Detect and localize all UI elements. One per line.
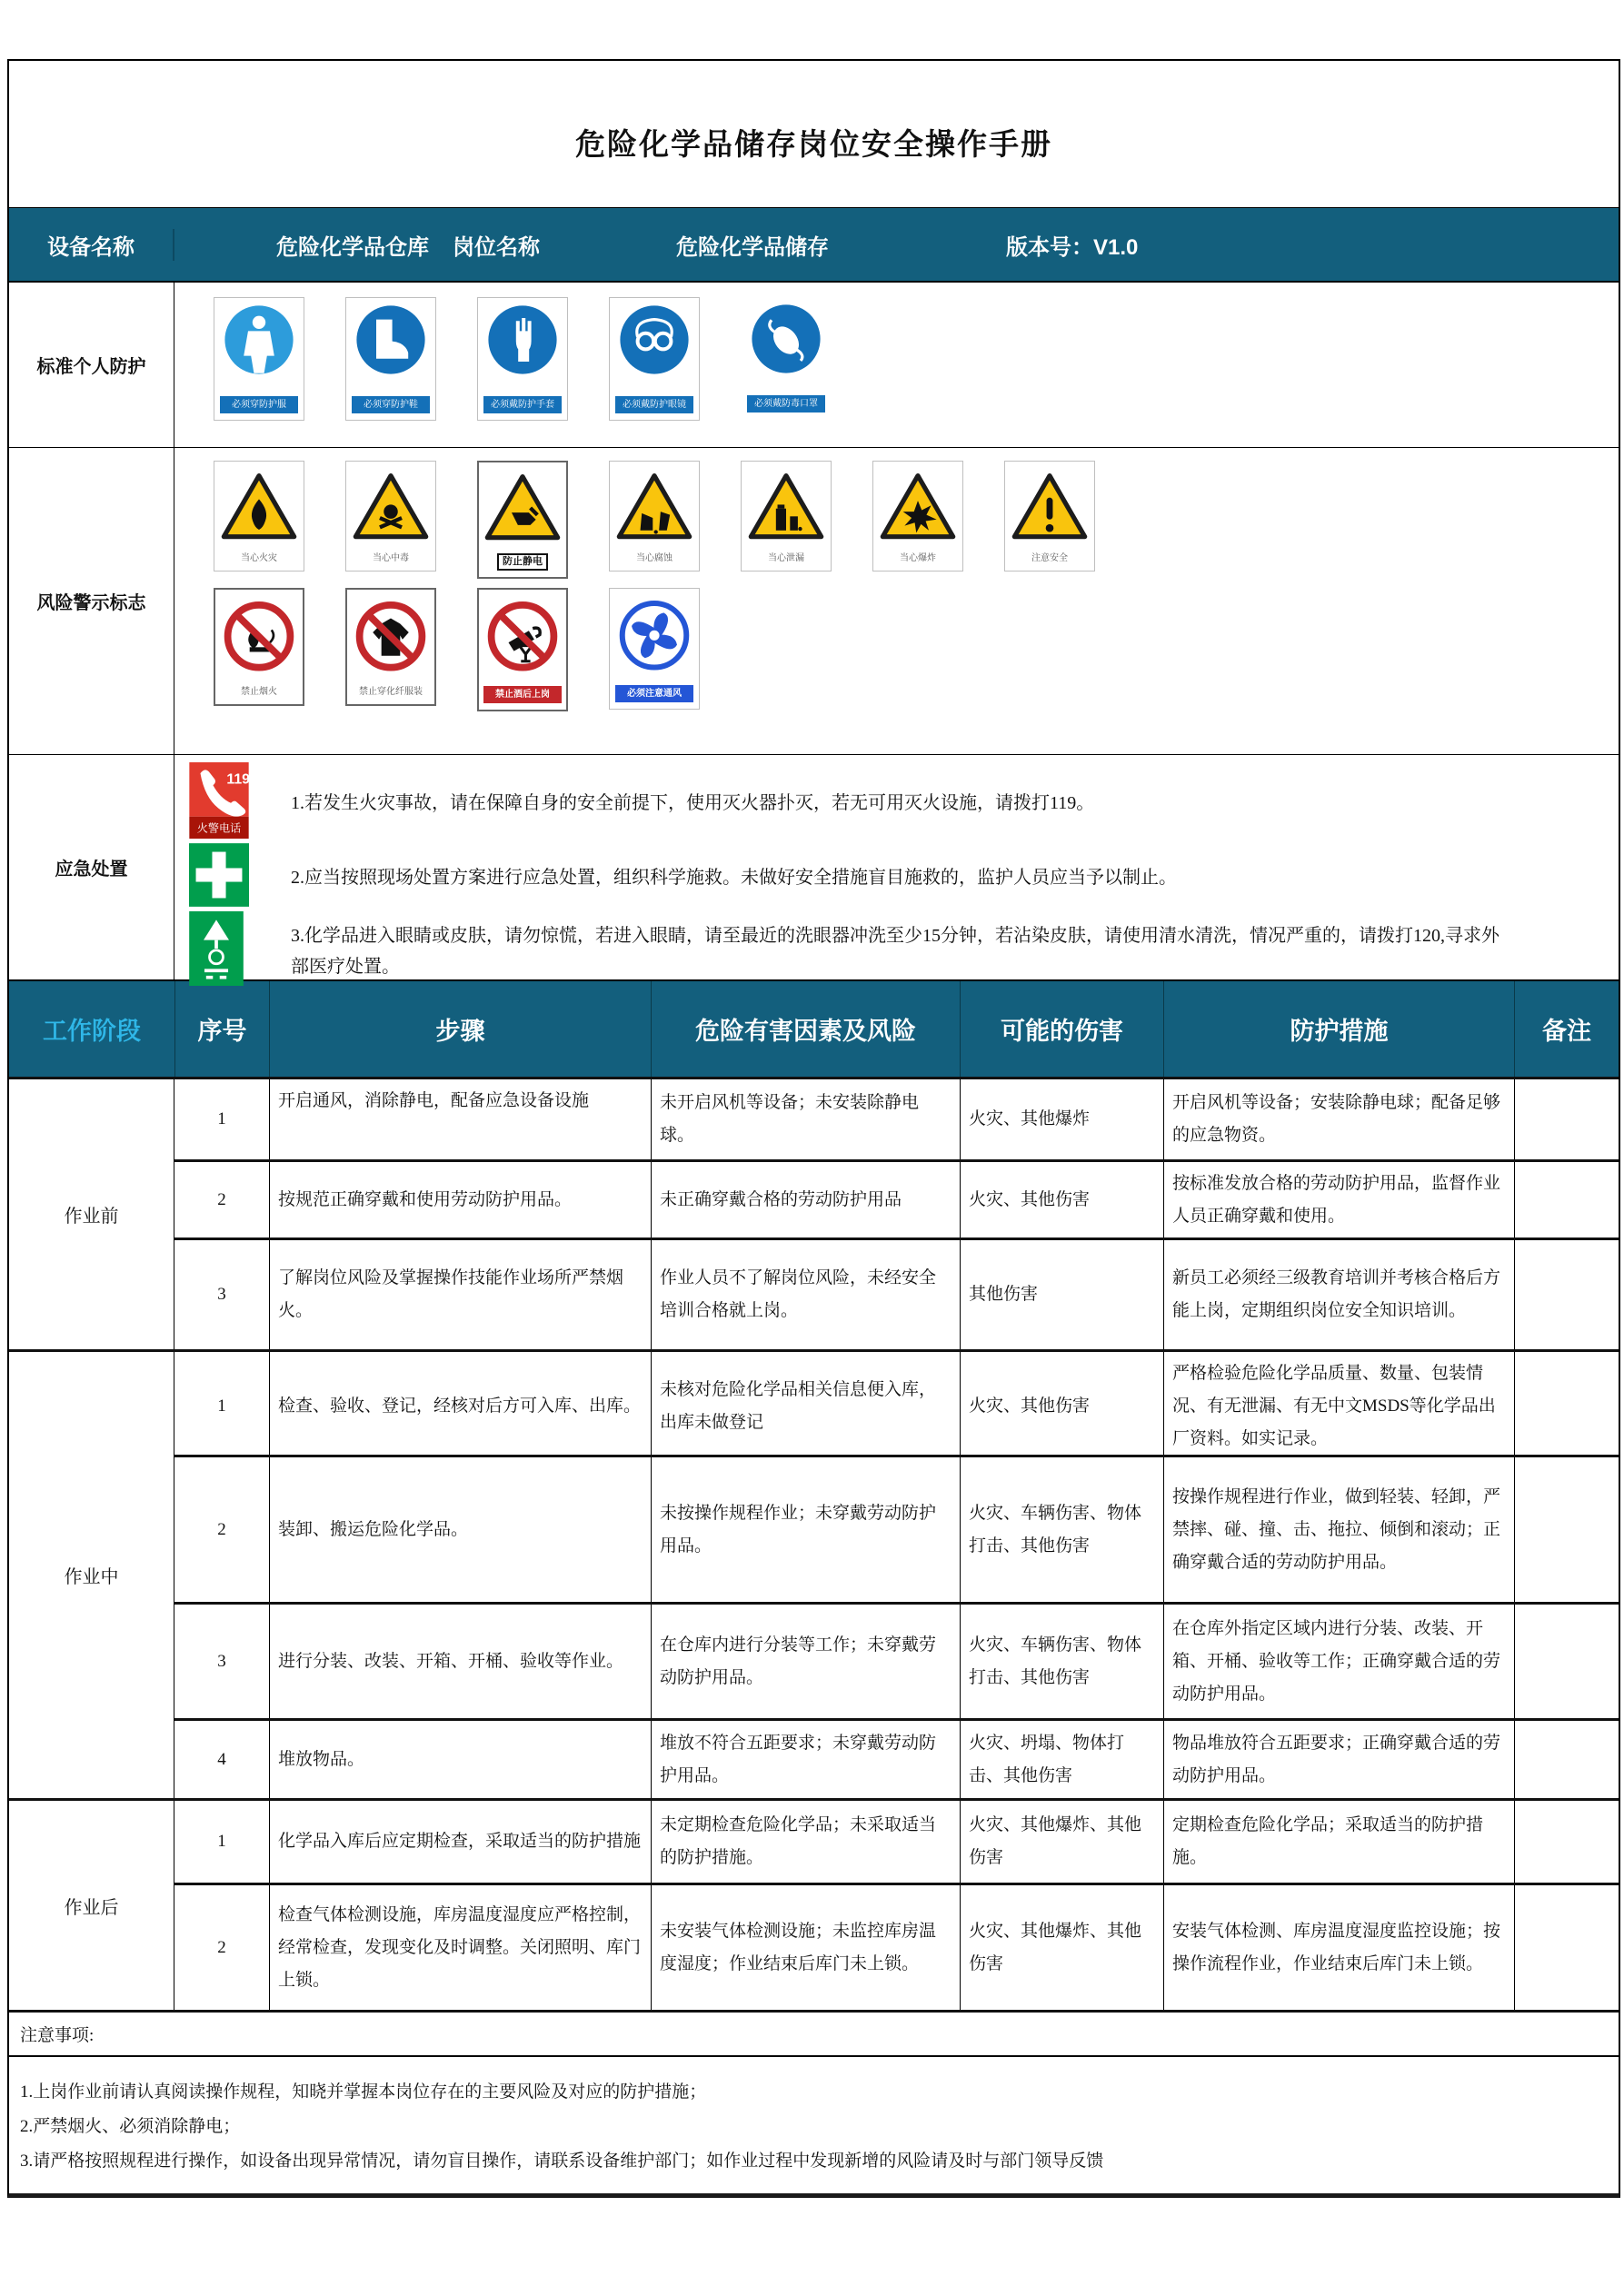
section-after-work xyxy=(9,1798,1619,2010)
cell-step: 装卸、搬运危险化学品。 xyxy=(269,1457,651,1602)
cell-injury: 火灾、其他爆炸 xyxy=(960,1079,1163,1159)
cell-remark xyxy=(1514,1240,1619,1349)
cell-hazard: 堆放不符合五距要求；未穿戴劳动防护用品。 xyxy=(651,1721,960,1798)
version-label: 版本号： xyxy=(1006,234,1093,260)
phase-label: 作业中 xyxy=(9,1352,174,1798)
cell-measure: 开启风机等设备；安装除静电球；配备足够的应急物资。 xyxy=(1163,1079,1514,1159)
sign-label: 防止静电 xyxy=(497,553,548,571)
emergency-row xyxy=(9,754,1619,979)
emergency-item-eyewash xyxy=(174,911,1619,990)
safety-warning-icon xyxy=(1011,467,1089,547)
cell-injury: 火灾、其他爆炸、其他伤害 xyxy=(960,1801,1163,1883)
sign-label: 当心泄漏 xyxy=(768,553,804,563)
emergency-item-first-aid xyxy=(174,843,1619,911)
table-row xyxy=(174,1883,1619,2010)
cell-injury: 火灾、车辆伤害、物体打击、其他伤害 xyxy=(960,1605,1163,1718)
cell-no: 2 xyxy=(217,1190,226,1209)
no-alcohol-icon xyxy=(483,595,562,681)
protective-gloves-icon xyxy=(486,303,559,391)
cell-measure: 定期检查危险化学品；采取适当的防护措施。 xyxy=(1163,1801,1514,1883)
title-row xyxy=(9,61,1619,207)
ventilation-icon xyxy=(615,594,693,680)
note-item: 2.严禁烟火、必须消除静电； xyxy=(20,2117,241,2136)
cell-step: 进行分装、改装、开箱、开桶、验收等作业。 xyxy=(269,1605,651,1718)
cell-no: 3 xyxy=(217,1651,226,1671)
cell-measure: 严格检验危险化学品质量、数量、包装情况、有无泄漏、有无中文MSDS等化学品出厂资料。如实记录。 xyxy=(1163,1352,1514,1461)
cell-hazard: 未核对危险化学品相关信息便入库，出库未做登记 xyxy=(651,1352,960,1461)
cell-remark xyxy=(1514,1162,1619,1238)
cell-no: 2 xyxy=(217,1937,226,1957)
section-during-work xyxy=(9,1349,1619,1798)
sign-leak-warning xyxy=(741,461,832,572)
sign-corrosion-warning xyxy=(609,461,700,572)
warning-row-label: 风险警示标志 xyxy=(9,448,174,754)
cell-injury: 火灾、坍塌、物体打击、其他伤害 xyxy=(960,1721,1163,1798)
sign-label: 必须戴防护眼镜 xyxy=(615,396,693,413)
cell-hazard: 未开启风机等设备；未安装除静电球。 xyxy=(651,1079,960,1159)
sign-gas-mask xyxy=(741,297,832,419)
phase-label: 作业前 xyxy=(9,1079,174,1349)
cell-measure: 按标准发放合格的劳动防护用品，监督作业人员正确穿戴和使用。 xyxy=(1163,1162,1514,1238)
sign-protective-goggles xyxy=(609,297,700,421)
table-row xyxy=(174,1159,1619,1237)
sign-protective-gloves xyxy=(477,297,568,421)
sign-protective-clothing xyxy=(214,297,304,421)
gas-mask-icon xyxy=(750,303,822,390)
emergency-text-2: 2.应当按照现场处置方案进行应急处置，组织科学施救。未做好安全措施盲目施救的，监护人员应当予以制止。 xyxy=(291,867,1177,888)
position-name-value: 危险化学品储存 xyxy=(676,234,829,260)
header-measure: 防护措施 xyxy=(1163,981,1514,1077)
warning-signs xyxy=(174,448,1619,754)
ppe-row-label: 标准个人防护 xyxy=(9,283,174,447)
header-step: 步骤 xyxy=(269,981,651,1077)
warning-signs-row xyxy=(9,447,1619,754)
info-header-row xyxy=(9,207,1619,282)
cell-step: 检查气体检测设施，库房温度湿度应严格控制，经常检查，发现变化及时调整。关闭照明、库门上锁。 xyxy=(269,1885,651,2010)
cell-no: 3 xyxy=(217,1285,226,1304)
cell-step: 化学品入库后应定期检查，采取适当的防护措施 xyxy=(269,1801,651,1883)
emergency-items xyxy=(174,755,1619,979)
fire-warning-icon xyxy=(220,467,298,547)
cell-hazard: 在仓库内进行分装等工作；未穿戴劳动防护用品。 xyxy=(651,1605,960,1718)
protective-clothing-icon xyxy=(223,303,295,391)
cell-remark xyxy=(1514,1605,1619,1718)
cell-no: 4 xyxy=(217,1749,226,1769)
cell-injury: 火灾、其他伤害 xyxy=(960,1162,1163,1238)
cell-remark xyxy=(1514,1352,1619,1461)
protective-shoes-icon xyxy=(354,303,427,391)
header-injury: 可能的伤害 xyxy=(960,981,1163,1077)
cell-step: 按规范正确穿戴和使用劳动防护用品。 xyxy=(269,1162,651,1238)
cell-no: 1 xyxy=(217,1396,226,1416)
sign-label: 注意安全 xyxy=(1031,553,1068,563)
sign-no-alcohol xyxy=(477,588,568,711)
cell-no: 1 xyxy=(217,1109,226,1128)
sign-label: 必须戴防毒口罩 xyxy=(747,395,825,412)
emergency-text-3: 3.化学品进入眼睛或皮肤，请勿惊慌，若进入眼睛，请至最近的洗眼器冲洗至少15分钟，若沾染皮肤，请使用清水清洗，情况严重的，请拨打120,寻求外部医疗处置。 xyxy=(291,925,1499,977)
fire-phone-119-icon xyxy=(189,762,251,843)
sign-safety-warning xyxy=(1004,461,1095,572)
device-name-value: 危险化学品仓库 xyxy=(276,234,429,260)
cell-hazard: 未按操作规程作业；未穿戴劳动防护用品。 xyxy=(651,1457,960,1602)
cell-hazard: 未安装气体检测设施；未监控库房温度湿度；作业结束后库门未上锁。 xyxy=(651,1885,960,2010)
protective-goggles-icon xyxy=(618,303,691,391)
phone-number-text: 119 xyxy=(226,771,249,788)
no-synthetic-clothing-icon xyxy=(352,595,430,681)
sign-label: 必须注意通风 xyxy=(615,685,693,702)
emergency-row-label: 应急处置 xyxy=(9,755,174,979)
sign-fire-warning xyxy=(214,461,304,572)
device-name-label: 设备名称 xyxy=(9,229,174,261)
cell-injury: 火灾、车辆伤害、物体打击、其他伤害 xyxy=(960,1457,1163,1602)
section-before-work xyxy=(9,1079,1619,1349)
cell-hazard: 未定期检查危险化学品；未采取适当的防护措施。 xyxy=(651,1801,960,1883)
emergency-text-1: 1.若发生火灾事故，请在保障自身的安全前提下，使用灭火器扑灭，若无可用灭火设施，请拨打119。 xyxy=(291,792,1095,813)
sign-protective-shoes xyxy=(345,297,436,421)
cell-remark xyxy=(1514,1801,1619,1883)
work-table-header xyxy=(9,979,1619,1079)
emergency-item-fire xyxy=(174,762,1619,843)
notes-label-row xyxy=(9,2010,1619,2055)
header-number: 序号 xyxy=(174,981,269,1077)
sign-label: 必须穿防护服 xyxy=(220,396,298,413)
sign-label: 当心中毒 xyxy=(373,553,409,563)
info-header-values xyxy=(174,229,1619,261)
cell-no: 2 xyxy=(217,1519,226,1539)
cell-step: 检查、验收、登记，经核对后方可入库、出库。 xyxy=(269,1352,651,1461)
sign-static-warning xyxy=(477,461,568,579)
version-field xyxy=(1006,229,1138,261)
cell-injury: 火灾、其他爆炸、其他伤害 xyxy=(960,1885,1163,2010)
note-item: 1.上岗作业前请认真阅读操作规程，知晓并掌握本岗位存在的主要风险及对应的防护措施； xyxy=(20,2082,707,2102)
table-row xyxy=(174,1801,1619,1883)
leak-warning-icon xyxy=(747,467,825,547)
cell-step: 开启通风，消除静电，配备应急设备设施 xyxy=(269,1079,651,1159)
cell-remark xyxy=(1514,1721,1619,1798)
header-remark: 备注 xyxy=(1514,981,1619,1077)
header-work-phase: 工作阶段 xyxy=(43,1018,141,1045)
notes-label: 注意事项: xyxy=(20,2026,95,2045)
table-row xyxy=(174,1237,1619,1349)
phone-caption-text: 火警电话 xyxy=(196,821,242,835)
no-fire-icon xyxy=(220,595,298,681)
first-aid-cross-icon xyxy=(189,843,251,911)
cell-step: 堆放物品。 xyxy=(269,1721,651,1798)
table-row xyxy=(174,1455,1619,1602)
sign-no-synthetic-clothing xyxy=(345,588,436,706)
cell-step: 了解岗位风险及掌握操作技能作业场所严禁烟火。 xyxy=(269,1240,651,1349)
table-row xyxy=(174,1352,1619,1455)
position-name-label: 岗位名称 xyxy=(453,234,540,260)
sign-ventilation xyxy=(609,588,700,710)
notes-box xyxy=(9,2055,1619,2193)
sign-no-fire xyxy=(214,588,304,706)
phase-label: 作业后 xyxy=(9,1801,174,2010)
static-warning-icon xyxy=(483,468,562,548)
sign-label: 当心腐蚀 xyxy=(636,553,673,563)
sign-label: 必须穿防护鞋 xyxy=(352,396,430,413)
header-hazard: 危险有害因素及风险 xyxy=(651,981,960,1077)
version-value: V1.0 xyxy=(1093,234,1139,260)
cell-hazard: 作业人员不了解岗位风险，未经安全培训合格就上岗。 xyxy=(651,1240,960,1349)
cell-injury: 其他伤害 xyxy=(960,1240,1163,1349)
table-row xyxy=(174,1079,1619,1159)
sign-label: 当心爆炸 xyxy=(900,553,936,563)
cell-remark xyxy=(1514,1457,1619,1602)
sign-label: 必须戴防护手套 xyxy=(483,396,562,413)
corrosion-warning-icon xyxy=(615,467,693,547)
poison-warning-icon xyxy=(352,467,430,547)
sign-label: 当心火灾 xyxy=(241,553,277,563)
sign-label: 禁止穿化纤服装 xyxy=(359,687,423,697)
note-item: 3.请严格按照规程进行操作，如设备出现异常情况，请勿盲目操作，请联系设备维护部门；如作业过程中发现新增的风险请及时与部门领导反馈 xyxy=(20,2152,1104,2171)
cell-measure: 安装气体检测、库房温度湿度监控设施；按操作流程作业，作业结束后库门未上锁。 xyxy=(1163,1885,1514,2010)
sign-label: 禁止烟火 xyxy=(241,687,277,697)
ppe-row xyxy=(9,282,1619,447)
table-row xyxy=(174,1602,1619,1718)
sign-label: 禁止酒后上岗 xyxy=(483,686,562,703)
cell-measure: 在仓库外指定区域内进行分装、改装、开箱、开桶、验收等工作；正确穿戴合适的劳动防护用品。 xyxy=(1163,1605,1514,1718)
cell-injury: 火灾、其他伤害 xyxy=(960,1352,1163,1461)
cell-measure: 物品堆放符合五距要求；正确穿戴合适的劳动防护用品。 xyxy=(1163,1721,1514,1798)
cell-remark xyxy=(1514,1079,1619,1159)
ppe-signs xyxy=(174,283,1619,447)
safety-manual-document xyxy=(7,59,1620,2198)
cell-measure: 新员工必须经三级教育培训并考核合格后方能上岗，定期组织岗位安全知识培训。 xyxy=(1163,1240,1514,1349)
sign-explosion-warning xyxy=(872,461,963,572)
cell-measure: 按操作规程进行作业，做到轻装、轻卸，严禁摔、碰、撞、击、拖拉、倾倒和滚动；正确穿戴合适的劳动防护用品。 xyxy=(1163,1457,1514,1602)
cell-no: 1 xyxy=(217,1832,226,1851)
sign-poison-warning xyxy=(345,461,436,572)
table-row xyxy=(174,1718,1619,1798)
explosion-warning-icon xyxy=(879,467,957,547)
cell-hazard: 未正确穿戴合格的劳动防护用品 xyxy=(651,1162,960,1238)
cell-remark xyxy=(1514,1885,1619,2010)
emergency-shower-icon xyxy=(189,911,251,990)
page-title: 危险化学品储存岗位安全操作手册 xyxy=(575,129,1052,162)
